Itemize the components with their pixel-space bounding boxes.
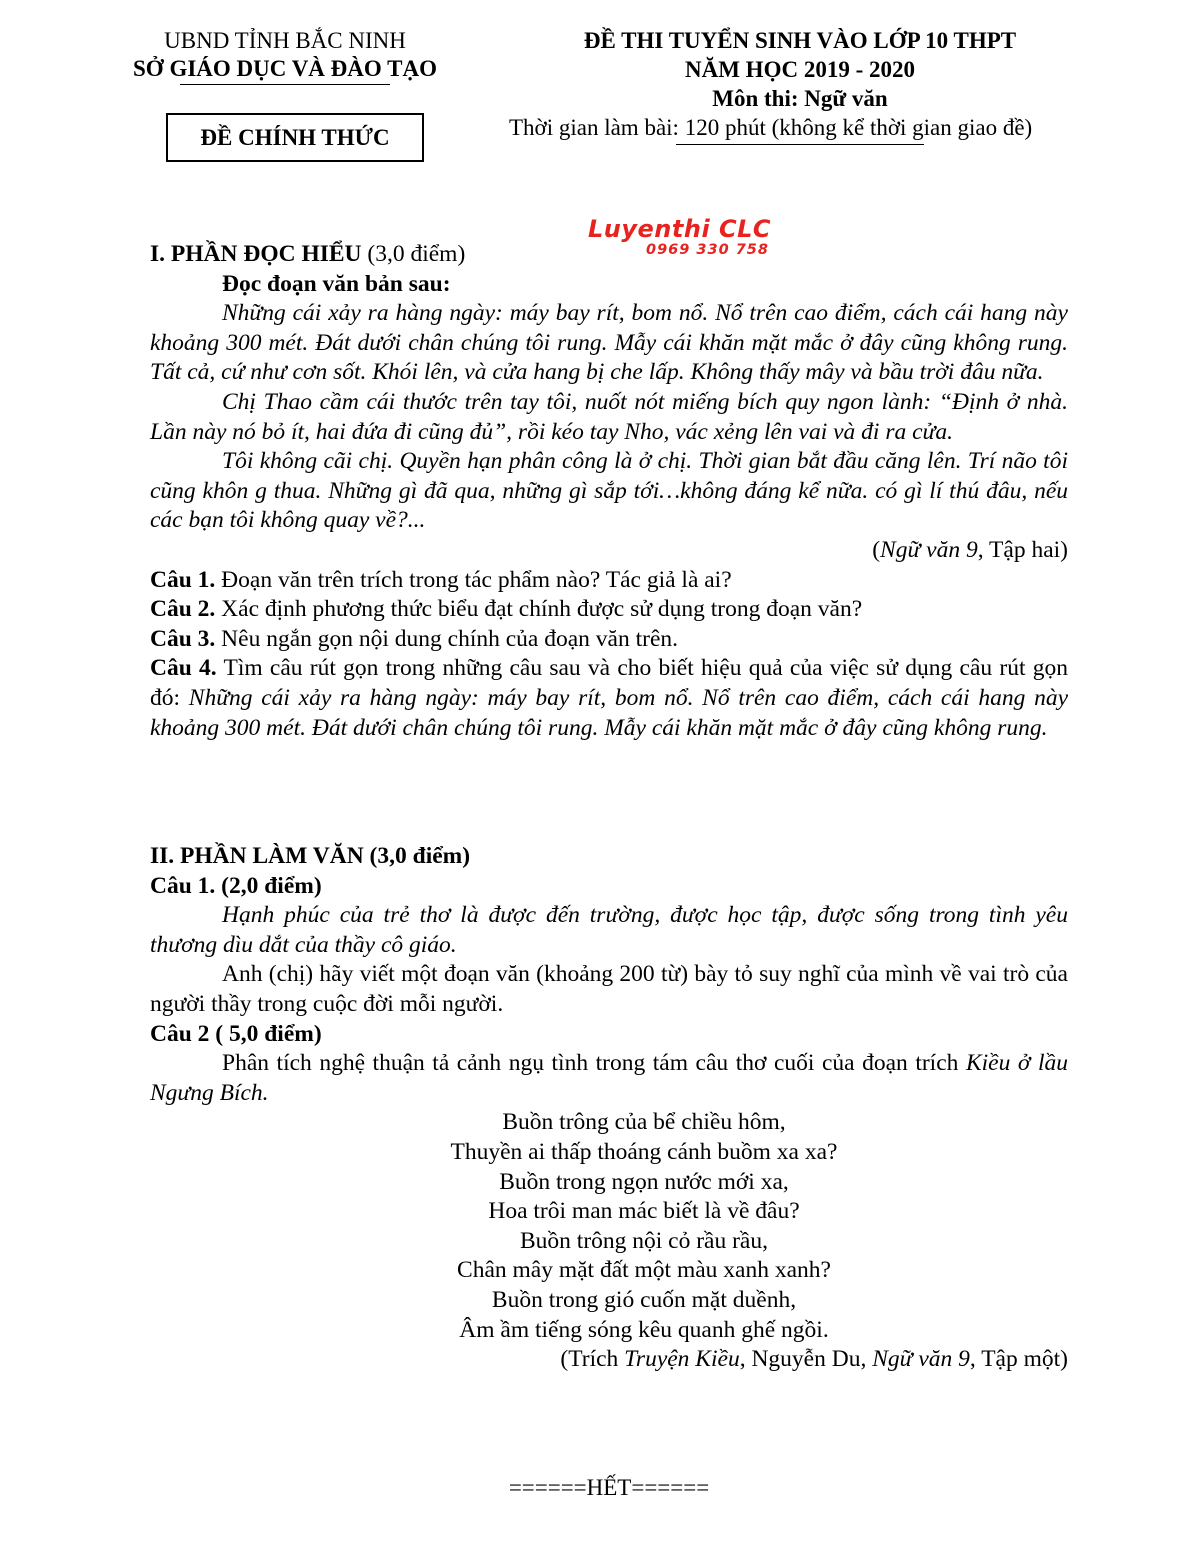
- poem-line: Buồn trông của bể chiều hôm,: [502, 1109, 786, 1136]
- question-2: Câu 2. Xác định phương thức biểu đạt chính được sử dụng trong đoạn văn?: [150, 596, 863, 623]
- passage-paragraph-3: Tôi không cãi chị. Quyền hạn phân công là ở chị. Thời gian bắt đầu căng lên. Trí não tôi cũng khôn g thua. Những gì đã qua, những gì sắp tới…không đáng kể nữa. có gì lí thú đâu, nếu các bạn tôi không quay về?...: [150, 448, 1068, 534]
- part2-title: II. PHẦN LÀM VĂN (3,0 điểm): [150, 843, 471, 869]
- school-year: NĂM HỌC 2019 - 2020: [685, 57, 915, 82]
- department-underline: [180, 84, 390, 85]
- official-exam-label: ĐỀ CHÍNH THỨC: [200, 124, 390, 150]
- poem-line: Hoa trôi man mác biết là về đâu?: [488, 1198, 800, 1225]
- poem-line: Buồn trong ngọn nước mới xa,: [499, 1168, 789, 1195]
- department-name: SỞ GIÁO DỤC VÀ ĐÀO TẠO: [133, 56, 437, 81]
- time-value: 120 phút: [684, 115, 766, 140]
- poem-line: Chân mây mặt đất một màu xanh xanh?: [457, 1257, 831, 1284]
- poem-line: Buồn trông nội cỏ rầu rầu,: [519, 1227, 768, 1254]
- question-3: Câu 3. Nêu ngắn gọn nội dung chính của đoạn văn trên.: [150, 625, 678, 652]
- poem: [150, 1108, 1068, 1345]
- part2-writing: [150, 842, 1068, 1375]
- passage-source: (Ngữ văn 9, Tập hai): [872, 536, 1068, 563]
- part2-question-1-title: Câu 1. (2,0 điểm): [150, 872, 322, 899]
- part2-question-2-title: Câu 2 ( 5,0 điểm): [150, 1020, 322, 1047]
- part2-question-1-task: Anh (chị) hãy viết một đoạn văn (khoảng 200 từ) bày tỏ suy nghĩ của mình về vai trò của người thầy trong cuộc đời mỗi người.: [150, 961, 1068, 1017]
- part2-question-2-task: Phân tích nghệ thuận tả cảnh ngụ tình trong tám câu thơ cuối của đoạn trích Kiều ở lầu Ngưng Bích.: [150, 1050, 1068, 1106]
- time-underline: [676, 144, 924, 145]
- poem-line: Âm ầm tiếng sóng kêu quanh ghế ngồi.: [459, 1316, 829, 1343]
- time-allowed: Thời gian làm bài: 120 phút (không kể thời gian giao đề): [509, 115, 1033, 140]
- reading-instruction: Đọc đoạn văn bản sau:: [222, 270, 451, 297]
- question-4: Câu 4. Tìm câu rút gọn trong những câu sau và cho biết hiệu quả của việc sử dụng câu rút gọn đó: Những cái xảy ra hàng ngày: máy bay rít, bom nổ. Nổ trên cao điểm, cách cái hang này khoảng 300 mét. Đát dưới chân chúng tôi rung. Mẫy cái khăn mặt mắc ở đây cũng không rung.: [150, 655, 1068, 741]
- end-marker: ======HẾT======: [508, 1475, 710, 1500]
- part1-reading: [150, 240, 1068, 743]
- subject: Môn thi: Ngữ văn: [712, 86, 888, 111]
- part1-title: I. PHẦN ĐỌC HIỂU (3,0 điểm): [150, 241, 466, 267]
- exam-title: ĐỀ THI TUYỂN SINH VÀO LỚP 10 THPT: [583, 28, 1017, 53]
- official-exam-box: [166, 113, 424, 162]
- passage-paragraph-2: Chị Thao cầm cái thước trên tay tôi, nuốt nót miếng bích quy ngon lành: “Định ở nhà. Lần này nó bỏ ít, hai đứa đi cũng đủ”, rồi kéo tay Nho, vác xẻng lên vai và đi ra cửa.: [150, 388, 1068, 445]
- poem-line: Thuyền ai thấp thoáng cánh buồm xa xa?: [450, 1138, 838, 1165]
- watermark-brand: Luyenthi CLC: [588, 215, 772, 243]
- authority-name: UBND TỈNH BẮC NINH: [164, 28, 406, 53]
- watermark-phone: 0969 330 758: [646, 242, 769, 258]
- question-1: Câu 1. Đoạn văn trên trích trong tác phẩm nào? Tác giả là ai?: [150, 566, 732, 593]
- poem-line: Buồn trong gió cuốn mặt duềnh,: [491, 1286, 797, 1313]
- passage-paragraph-1: Những cái xảy ra hàng ngày: máy bay rít, bom nổ. Nổ trên cao điểm, cách cái hang này khoảng 300 mét. Đát dưới chân chúng tôi rung. Mẫy cái khăn mặt mắc ở đây cũng không rung. Tất cả, cứ như cơn sốt. Khói lên, và cửa hang bị che lấp. Không thấy mây và bầu trời đâu nữa.: [150, 300, 1068, 386]
- part2-question-1-quote: Hạnh phúc của trẻ thơ là được đến trường, được học tập, được sống trong tình yêu thương dìu dắt của thầy cô giáo.: [150, 902, 1068, 958]
- poem-citation: (Trích Truyện Kiều, Nguyễn Du, Ngữ văn 9, Tập một): [560, 1346, 1068, 1373]
